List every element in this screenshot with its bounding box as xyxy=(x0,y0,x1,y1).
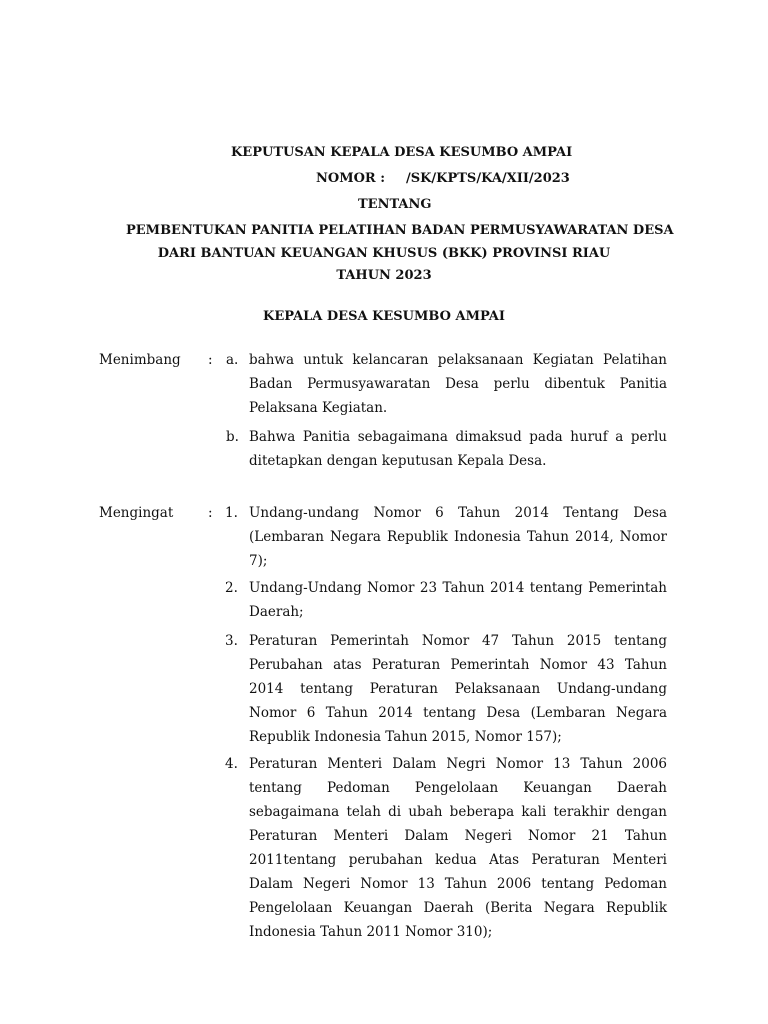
mengingat-item-text: Undang-Undang Nomor 23 Tahun 2014 tentang Pemerintah Daerah; xyxy=(249,580,667,620)
mengingat-label: Mengingat xyxy=(99,505,174,521)
mengingat-colon: : xyxy=(208,505,213,521)
mengingat-item-marker: 2. xyxy=(225,580,238,596)
menimbang-item-text: Bahwa Panitia sebagaimana dimaksud pada huruf a perlu ditetapkan dengan keputusan Kepala Desa. xyxy=(249,429,667,469)
tentang-heading: TENTANG xyxy=(358,197,432,212)
subject-line-1: PEMBENTUKAN PANITIA PELATIHAN BADAN PERMUSYAWARATAN DESA xyxy=(126,223,674,238)
nomor-label: NOMOR : xyxy=(316,171,386,186)
nomor-value: /SK/KPTS/KA/XII/2023 xyxy=(406,171,570,186)
authority-heading: KEPALA DESA KESUMBO AMPAI xyxy=(263,309,505,324)
decree-title: KEPUTUSAN KEPALA DESA KESUMBO AMPAI xyxy=(231,145,573,160)
menimbang-item-marker: a. xyxy=(226,352,239,368)
menimbang-colon: : xyxy=(208,352,213,368)
mengingat-item-text: Undang-undang Nomor 6 Tahun 2014 Tentang Desa (Lembaran Negara Republik Indonesia Tahun 2014, Nomor 7); xyxy=(249,505,667,569)
mengingat-item-marker: 3. xyxy=(225,633,238,649)
mengingat-item-marker: 1. xyxy=(225,505,238,521)
menimbang-item-text: bahwa untuk kelancaran pelaksanaan Kegiatan Pelatihan Badan Permusyawaratan Desa perlu dibentuk Panitia Pelaksana Kegiatan. xyxy=(249,352,667,416)
subject-line-2: DARI BANTUAN KEUANGAN KHUSUS (BKK) PROVINSI RIAU xyxy=(157,246,611,261)
mengingat-item-text: Peraturan Menteri Dalam Negri Nomor 13 Tahun 2006 tentang Pedoman Pengelolaan Keuangan Daerah sebagaimana telah di ubah beberapa kali terakhir dengan Peraturan Menteri Dalam Negeri Nomor 21 Tahun 2011tentang perubahan kedua Atas Peraturan Menteri Dalam Negeri Nomor 13 Tahun 2006 tentang Pedoman Pengelolaan Keuangan Daerah (Berita Negara Republik Indonesia Tahun 2011 Nomor 310); xyxy=(249,756,667,940)
subject-line-3: TAHUN 2023 xyxy=(336,268,432,283)
mengingat-item-text: Peraturan Pemerintah Nomor 47 Tahun 2015 tentang Perubahan atas Peraturan Pemerintah Nomor 43 Tahun 2014 tentang Peraturan Pelaksanaan Undang-undang Nomor 6 Tahun 2014 tentang Desa (Lembaran Negara Republik Indonesia Tahun 2015, Nomor 157); xyxy=(249,633,667,745)
menimbang-label: Menimbang xyxy=(99,352,181,368)
mengingat-item-marker: 4. xyxy=(225,756,238,772)
menimbang-item-marker: b. xyxy=(226,429,239,445)
